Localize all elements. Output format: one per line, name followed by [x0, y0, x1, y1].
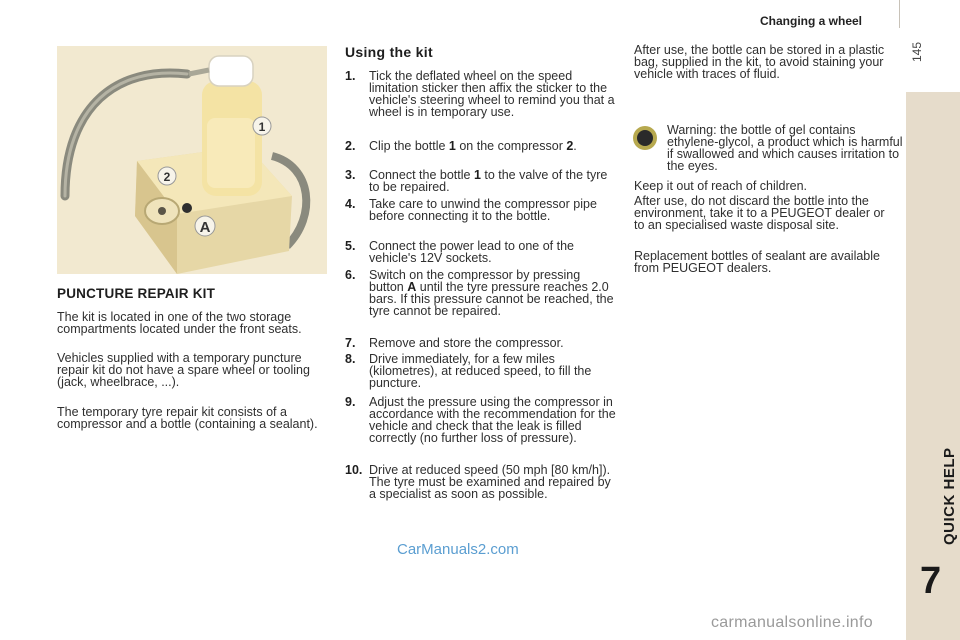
step-number: 2.	[345, 139, 356, 153]
warning-eye-icon	[633, 126, 657, 150]
chapter-number: 7	[920, 560, 942, 602]
section-title: Changing a wheel	[760, 14, 863, 28]
step-item	[345, 353, 617, 389]
step-item	[345, 70, 617, 118]
paragraph-disposal: After use, do not discard the bottle into the environment, take it to a PEUGEOT dealer or to an specialised waste disposal site.	[634, 194, 885, 232]
header-divider	[899, 0, 900, 28]
chapter-label: QUICK HELP	[941, 447, 958, 545]
watermark-carmanualsonline[interactable]: carmanualsonline.info	[711, 614, 873, 631]
step-text: Tick the deflated wheel on the speed limitation sticker then affix the sticker to the vehicle's steering wheel to remind you that a wheel is in temporary use.	[369, 69, 615, 119]
paragraph-storage-after-use: After use, the bottle can be stored in a plastic bag, supplied in the kit, to avoid staining your vehicle with traces of fluid.	[634, 43, 885, 81]
warning-text: Warning: the bottle of gel contains ethylene-glycol, a product which is harmful if swallowed and which causes irritation to the eyes.	[667, 123, 903, 173]
step-number: 6.	[345, 268, 356, 282]
step-number: 7.	[345, 336, 356, 350]
step-item	[345, 396, 617, 444]
section-heading-using-the-kit: Using the kit	[345, 44, 433, 60]
step-number: 8.	[345, 352, 356, 366]
step-number: 1.	[345, 69, 356, 83]
step-item	[345, 198, 617, 222]
chapter-sidebar	[906, 92, 960, 640]
repair-kit-drawing	[57, 46, 327, 274]
repair-kit-illustration	[57, 46, 327, 274]
step-text: Clip the bottle 1 on the compressor 2.	[369, 139, 577, 153]
step-number: 9.	[345, 395, 356, 409]
step-text: Take care to unwind the compressor pipe before connecting it to the bottle.	[369, 197, 597, 223]
watermark-carmanuals[interactable]: CarManuals2.com	[397, 541, 519, 558]
step-number: 10.	[345, 463, 363, 477]
step-item	[345, 464, 617, 500]
step-number: 5.	[345, 239, 356, 253]
step-text: Adjust the pressure using the compressor in accordance with the recommendation for the vehicle and check that the leak is filled correctly (no further loss of pressure).	[369, 395, 616, 445]
paragraph-keep-away-children: Keep it out of reach of children.	[634, 179, 808, 193]
step-item	[345, 140, 617, 152]
page-number: 145	[910, 41, 924, 62]
section-heading-puncture-repair-kit: PUNCTURE REPAIR KIT	[57, 286, 216, 301]
step-number: 4.	[345, 197, 356, 211]
step-text: Remove and store the compressor.	[369, 336, 564, 350]
step-number: 3.	[345, 168, 356, 182]
step-item	[345, 240, 617, 264]
step-text: Drive at reduced speed (50 mph [80 km/h]). The tyre must be examined and repaired by a specialist as soon as possible.	[369, 463, 611, 501]
step-text: Switch on the compressor by pressing button A until the tyre pressure reaches 2.0 bars. If this pressure cannot be reached, the tyre cannot be repaired.	[369, 268, 614, 318]
step-item	[345, 169, 617, 193]
callout-a: A	[199, 219, 211, 236]
step-text: Connect the power lead to one of the vehicle's 12V sockets.	[369, 239, 575, 265]
step-text: Drive immediately, for a few miles (kilometres), at reduced speed, to fill the puncture.	[369, 352, 592, 390]
callout-1: 1	[258, 120, 266, 134]
step-text: Connect the bottle 1 to the valve of the tyre to be repaired.	[369, 168, 608, 194]
paragraph-kit-contents: The temporary tyre repair kit consists of a compressor and a bottle (containing a sealant).	[57, 405, 318, 431]
paragraph-kit-location: The kit is located in one of the two storage compartments located under the front seats.	[57, 310, 302, 336]
paragraph-replacement-bottles: Replacement bottles of sealant are available from PEUGEOT dealers.	[634, 249, 880, 275]
callout-2: 2	[163, 170, 171, 184]
step-item	[345, 269, 617, 317]
step-item	[345, 337, 617, 349]
paragraph-no-spare-wheel: Vehicles supplied with a temporary puncture repair kit do not have a spare wheel or tooling (jack, wheelbrace, ...).	[57, 351, 310, 389]
